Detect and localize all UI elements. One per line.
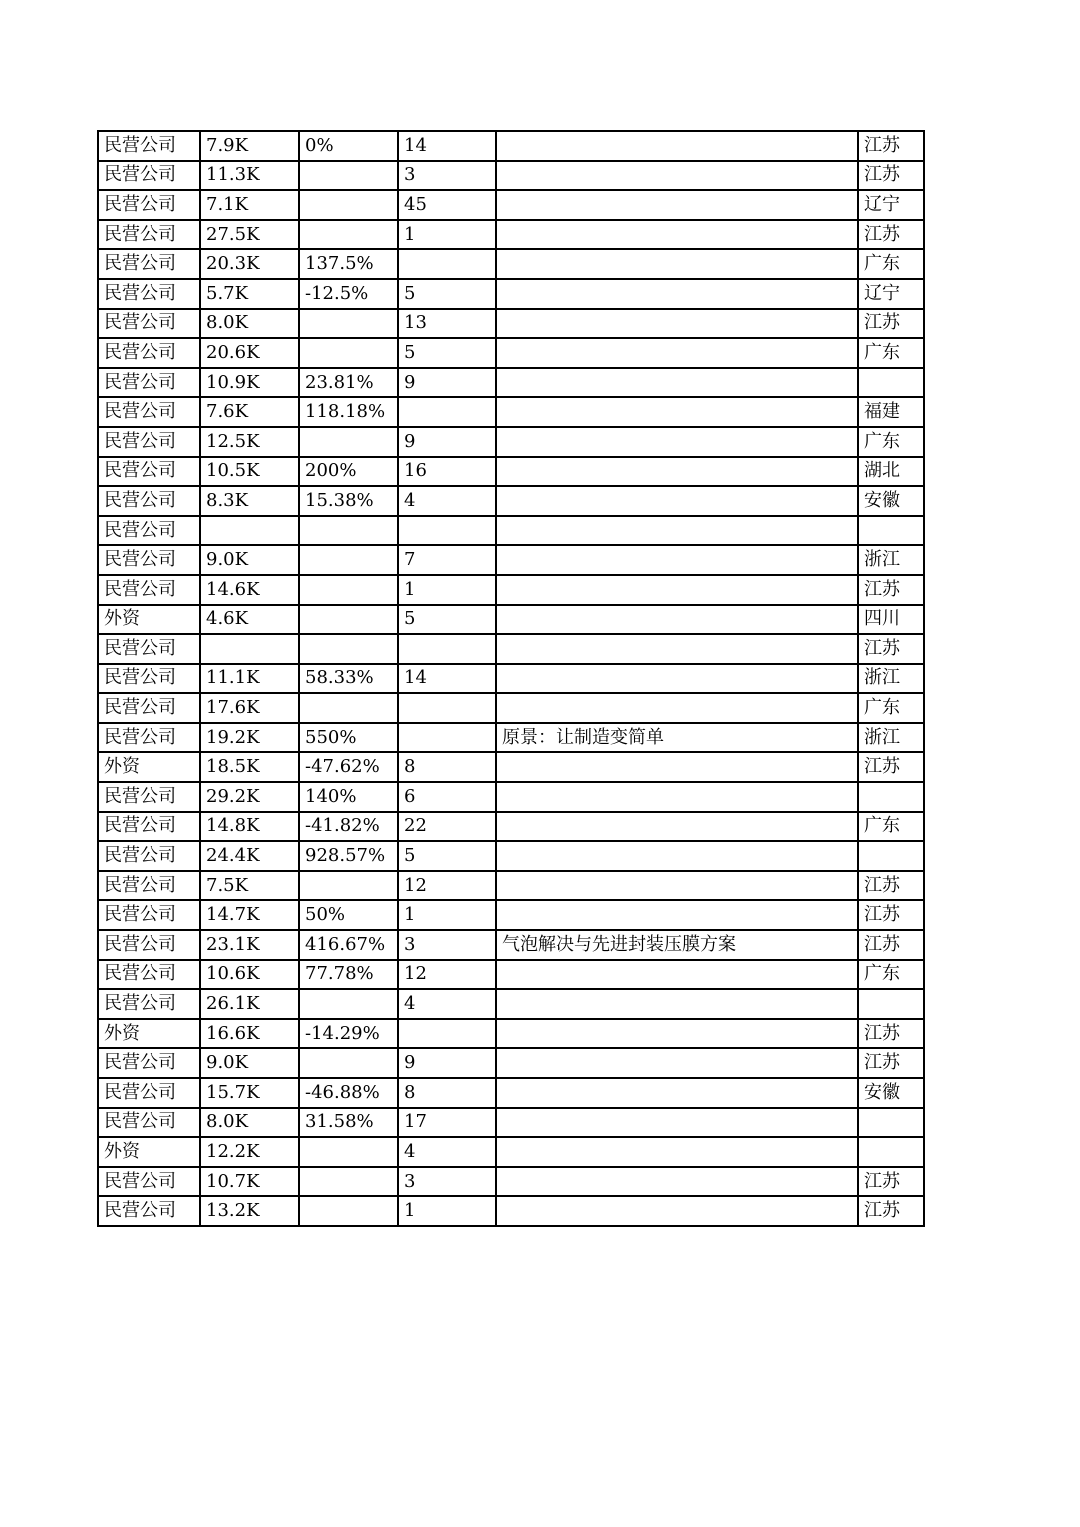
description-cell: [496, 1137, 858, 1167]
salary-cell: 5.7K: [200, 279, 299, 309]
region-cell: 辽宁: [858, 279, 924, 309]
description-cell: [496, 309, 858, 339]
count-cell: 12: [398, 960, 496, 990]
count-cell: 9: [398, 368, 496, 398]
data-table: [97, 130, 925, 1227]
salary-cell: [200, 516, 299, 546]
company-type-cell: 民营公司: [98, 1048, 200, 1078]
table-row: [98, 1196, 924, 1226]
description-cell: [496, 190, 858, 220]
company-type-cell: 民营公司: [98, 1196, 200, 1226]
change-cell: 118.18%: [299, 397, 398, 427]
description-cell: [496, 605, 858, 635]
change-cell: -12.5%: [299, 279, 398, 309]
description-cell: [496, 220, 858, 250]
salary-cell: 14.8K: [200, 812, 299, 842]
salary-cell: 20.6K: [200, 338, 299, 368]
table-row: [98, 960, 924, 990]
region-cell: [858, 782, 924, 812]
description-cell: 原景：让制造变简单: [496, 723, 858, 753]
description-cell: [496, 900, 858, 930]
company-type-cell: 民营公司: [98, 545, 200, 575]
salary-cell: 26.1K: [200, 989, 299, 1019]
table-row: [98, 1078, 924, 1108]
company-type-cell: 民营公司: [98, 930, 200, 960]
table-row: [98, 634, 924, 664]
salary-cell: 8.0K: [200, 309, 299, 339]
table-row: [98, 249, 924, 279]
table-row: [98, 457, 924, 487]
company-type-cell: 民营公司: [98, 1078, 200, 1108]
change-cell: 23.81%: [299, 368, 398, 398]
region-cell: 江苏: [858, 575, 924, 605]
company-type-cell: 外资: [98, 1019, 200, 1049]
salary-cell: 10.6K: [200, 960, 299, 990]
region-cell: 广东: [858, 960, 924, 990]
company-type-cell: 民营公司: [98, 338, 200, 368]
table-row: [98, 368, 924, 398]
company-type-cell: 民营公司: [98, 664, 200, 694]
table-row: [98, 841, 924, 871]
change-cell: 416.67%: [299, 930, 398, 960]
count-cell: [398, 634, 496, 664]
region-cell: [858, 368, 924, 398]
company-type-cell: 民营公司: [98, 900, 200, 930]
change-cell: 15.38%: [299, 486, 398, 516]
description-cell: [496, 1196, 858, 1226]
region-cell: 江苏: [858, 752, 924, 782]
description-cell: 气泡解决与先进封装压膜方案: [496, 930, 858, 960]
salary-cell: 13.2K: [200, 1196, 299, 1226]
count-cell: 45: [398, 190, 496, 220]
table-row: [98, 545, 924, 575]
change-cell: 58.33%: [299, 664, 398, 694]
description-cell: [496, 664, 858, 694]
company-type-cell: 外资: [98, 752, 200, 782]
table-row: [98, 752, 924, 782]
region-cell: 广东: [858, 693, 924, 723]
region-cell: 江苏: [858, 309, 924, 339]
salary-cell: 18.5K: [200, 752, 299, 782]
table-row: [98, 397, 924, 427]
description-cell: [496, 1167, 858, 1197]
description-cell: [496, 249, 858, 279]
description-cell: [496, 427, 858, 457]
table-row: [98, 1108, 924, 1138]
company-type-cell: 民营公司: [98, 397, 200, 427]
table-row: [98, 812, 924, 842]
change-cell: [299, 634, 398, 664]
region-cell: 江苏: [858, 634, 924, 664]
region-cell: 江苏: [858, 161, 924, 191]
salary-cell: 7.6K: [200, 397, 299, 427]
company-type-cell: 民营公司: [98, 427, 200, 457]
change-cell: [299, 190, 398, 220]
table-row: [98, 486, 924, 516]
table-row: [98, 575, 924, 605]
company-type-cell: 民营公司: [98, 516, 200, 546]
company-type-cell: 民营公司: [98, 161, 200, 191]
change-cell: -41.82%: [299, 812, 398, 842]
count-cell: 5: [398, 279, 496, 309]
description-cell: [496, 1048, 858, 1078]
company-type-cell: 外资: [98, 605, 200, 635]
count-cell: 22: [398, 812, 496, 842]
change-cell: [299, 338, 398, 368]
change-cell: [299, 605, 398, 635]
salary-cell: 14.7K: [200, 900, 299, 930]
company-type-cell: 外资: [98, 1137, 200, 1167]
table-row: [98, 338, 924, 368]
company-type-cell: 民营公司: [98, 368, 200, 398]
description-cell: [496, 575, 858, 605]
count-cell: 1: [398, 220, 496, 250]
description-cell: [496, 1078, 858, 1108]
company-type-cell: 民营公司: [98, 812, 200, 842]
change-cell: 0%: [299, 131, 398, 161]
count-cell: [398, 516, 496, 546]
count-cell: 17: [398, 1108, 496, 1138]
description-cell: [496, 960, 858, 990]
salary-cell: 29.2K: [200, 782, 299, 812]
count-cell: 8: [398, 752, 496, 782]
company-type-cell: 民营公司: [98, 871, 200, 901]
region-cell: 福建: [858, 397, 924, 427]
region-cell: 广东: [858, 338, 924, 368]
salary-cell: 17.6K: [200, 693, 299, 723]
table-row: [98, 782, 924, 812]
salary-cell: 9.0K: [200, 545, 299, 575]
count-cell: 5: [398, 605, 496, 635]
count-cell: 1: [398, 575, 496, 605]
table-row: [98, 190, 924, 220]
count-cell: 4: [398, 1137, 496, 1167]
change-cell: [299, 516, 398, 546]
region-cell: 浙江: [858, 545, 924, 575]
region-cell: [858, 989, 924, 1019]
count-cell: 1: [398, 900, 496, 930]
company-type-cell: 民营公司: [98, 279, 200, 309]
change-cell: 550%: [299, 723, 398, 753]
salary-cell: 12.5K: [200, 427, 299, 457]
region-cell: 广东: [858, 812, 924, 842]
region-cell: [858, 516, 924, 546]
region-cell: 江苏: [858, 871, 924, 901]
salary-cell: 7.5K: [200, 871, 299, 901]
description-cell: [496, 161, 858, 191]
count-cell: [398, 397, 496, 427]
count-cell: 5: [398, 841, 496, 871]
count-cell: 9: [398, 427, 496, 457]
description-cell: [496, 812, 858, 842]
salary-cell: 8.0K: [200, 1108, 299, 1138]
description-cell: [496, 841, 858, 871]
company-type-cell: 民营公司: [98, 131, 200, 161]
salary-cell: 16.6K: [200, 1019, 299, 1049]
count-cell: 1: [398, 1196, 496, 1226]
description-cell: [496, 693, 858, 723]
salary-cell: [200, 634, 299, 664]
description-cell: [496, 338, 858, 368]
change-cell: [299, 1137, 398, 1167]
change-cell: [299, 427, 398, 457]
change-cell: 77.78%: [299, 960, 398, 990]
change-cell: [299, 575, 398, 605]
salary-cell: 14.6K: [200, 575, 299, 605]
count-cell: 14: [398, 131, 496, 161]
salary-cell: 12.2K: [200, 1137, 299, 1167]
count-cell: 12: [398, 871, 496, 901]
count-cell: 5: [398, 338, 496, 368]
count-cell: 7: [398, 545, 496, 575]
change-cell: [299, 693, 398, 723]
salary-cell: 11.3K: [200, 161, 299, 191]
description-cell: [496, 871, 858, 901]
table-row: [98, 161, 924, 191]
salary-cell: 7.1K: [200, 190, 299, 220]
change-cell: [299, 545, 398, 575]
table-row: [98, 664, 924, 694]
count-cell: 3: [398, 1167, 496, 1197]
description-cell: [496, 516, 858, 546]
description-cell: [496, 989, 858, 1019]
table-row: [98, 930, 924, 960]
count-cell: 3: [398, 161, 496, 191]
company-type-cell: 民营公司: [98, 1108, 200, 1138]
count-cell: 6: [398, 782, 496, 812]
count-cell: 14: [398, 664, 496, 694]
count-cell: 9: [398, 1048, 496, 1078]
region-cell: 浙江: [858, 664, 924, 694]
region-cell: 江苏: [858, 930, 924, 960]
salary-cell: 11.1K: [200, 664, 299, 694]
company-type-cell: 民营公司: [98, 309, 200, 339]
description-cell: [496, 1019, 858, 1049]
salary-cell: 10.5K: [200, 457, 299, 487]
description-cell: [496, 279, 858, 309]
company-type-cell: 民营公司: [98, 220, 200, 250]
company-type-cell: 民营公司: [98, 457, 200, 487]
salary-cell: 24.4K: [200, 841, 299, 871]
description-cell: [496, 457, 858, 487]
change-cell: 140%: [299, 782, 398, 812]
table-row: [98, 723, 924, 753]
change-cell: [299, 1048, 398, 1078]
change-cell: [299, 161, 398, 191]
company-type-cell: 民营公司: [98, 841, 200, 871]
region-cell: 江苏: [858, 1048, 924, 1078]
count-cell: 8: [398, 1078, 496, 1108]
table-row: [98, 989, 924, 1019]
table-row: [98, 1137, 924, 1167]
count-cell: [398, 249, 496, 279]
count-cell: 13: [398, 309, 496, 339]
region-cell: 湖北: [858, 457, 924, 487]
region-cell: 江苏: [858, 900, 924, 930]
salary-cell: 19.2K: [200, 723, 299, 753]
region-cell: 江苏: [858, 1196, 924, 1226]
salary-cell: 20.3K: [200, 249, 299, 279]
table-row: [98, 309, 924, 339]
change-cell: 31.58%: [299, 1108, 398, 1138]
region-cell: 江苏: [858, 131, 924, 161]
table-row: [98, 131, 924, 161]
region-cell: 浙江: [858, 723, 924, 753]
change-cell: [299, 871, 398, 901]
description-cell: [496, 545, 858, 575]
company-type-cell: 民营公司: [98, 723, 200, 753]
salary-cell: 4.6K: [200, 605, 299, 635]
company-type-cell: 民营公司: [98, 486, 200, 516]
change-cell: 50%: [299, 900, 398, 930]
count-cell: [398, 693, 496, 723]
table-row: [98, 693, 924, 723]
salary-cell: 8.3K: [200, 486, 299, 516]
salary-cell: 10.9K: [200, 368, 299, 398]
table-row: [98, 1167, 924, 1197]
region-cell: 四川: [858, 605, 924, 635]
change-cell: -46.88%: [299, 1078, 398, 1108]
change-cell: 200%: [299, 457, 398, 487]
description-cell: [496, 634, 858, 664]
change-cell: -47.62%: [299, 752, 398, 782]
salary-cell: 15.7K: [200, 1078, 299, 1108]
table-row: [98, 1019, 924, 1049]
region-cell: 江苏: [858, 1019, 924, 1049]
region-cell: 广东: [858, 427, 924, 457]
region-cell: 广东: [858, 249, 924, 279]
description-cell: [496, 752, 858, 782]
change-cell: -14.29%: [299, 1019, 398, 1049]
salary-cell: 9.0K: [200, 1048, 299, 1078]
table-row: [98, 1048, 924, 1078]
company-type-cell: 民营公司: [98, 190, 200, 220]
company-type-cell: 民营公司: [98, 693, 200, 723]
table-row: [98, 427, 924, 457]
region-cell: 安徽: [858, 1078, 924, 1108]
change-cell: [299, 989, 398, 1019]
count-cell: [398, 1019, 496, 1049]
change-cell: 928.57%: [299, 841, 398, 871]
company-type-cell: 民营公司: [98, 989, 200, 1019]
company-type-cell: 民营公司: [98, 249, 200, 279]
change-cell: 137.5%: [299, 249, 398, 279]
table-row: [98, 220, 924, 250]
company-type-cell: 民营公司: [98, 782, 200, 812]
table-body: [98, 131, 924, 1226]
region-cell: 安徽: [858, 486, 924, 516]
region-cell: 辽宁: [858, 190, 924, 220]
count-cell: 4: [398, 486, 496, 516]
count-cell: 4: [398, 989, 496, 1019]
description-cell: [496, 368, 858, 398]
description-cell: [496, 486, 858, 516]
change-cell: [299, 220, 398, 250]
change-cell: [299, 1196, 398, 1226]
company-type-cell: 民营公司: [98, 1167, 200, 1197]
company-type-cell: 民营公司: [98, 575, 200, 605]
region-cell: 江苏: [858, 1167, 924, 1197]
company-type-cell: 民营公司: [98, 634, 200, 664]
region-cell: [858, 1137, 924, 1167]
region-cell: [858, 1108, 924, 1138]
salary-cell: 10.7K: [200, 1167, 299, 1197]
description-cell: [496, 397, 858, 427]
table-row: [98, 900, 924, 930]
change-cell: [299, 309, 398, 339]
company-type-cell: 民营公司: [98, 960, 200, 990]
salary-cell: 27.5K: [200, 220, 299, 250]
description-cell: [496, 1108, 858, 1138]
change-cell: [299, 1167, 398, 1197]
region-cell: 江苏: [858, 220, 924, 250]
count-cell: 16: [398, 457, 496, 487]
count-cell: 3: [398, 930, 496, 960]
description-cell: [496, 131, 858, 161]
salary-cell: 7.9K: [200, 131, 299, 161]
count-cell: [398, 723, 496, 753]
table-row: [98, 279, 924, 309]
table-row: [98, 871, 924, 901]
region-cell: [858, 841, 924, 871]
description-cell: [496, 782, 858, 812]
table-row: [98, 605, 924, 635]
salary-cell: 23.1K: [200, 930, 299, 960]
table-row: [98, 516, 924, 546]
